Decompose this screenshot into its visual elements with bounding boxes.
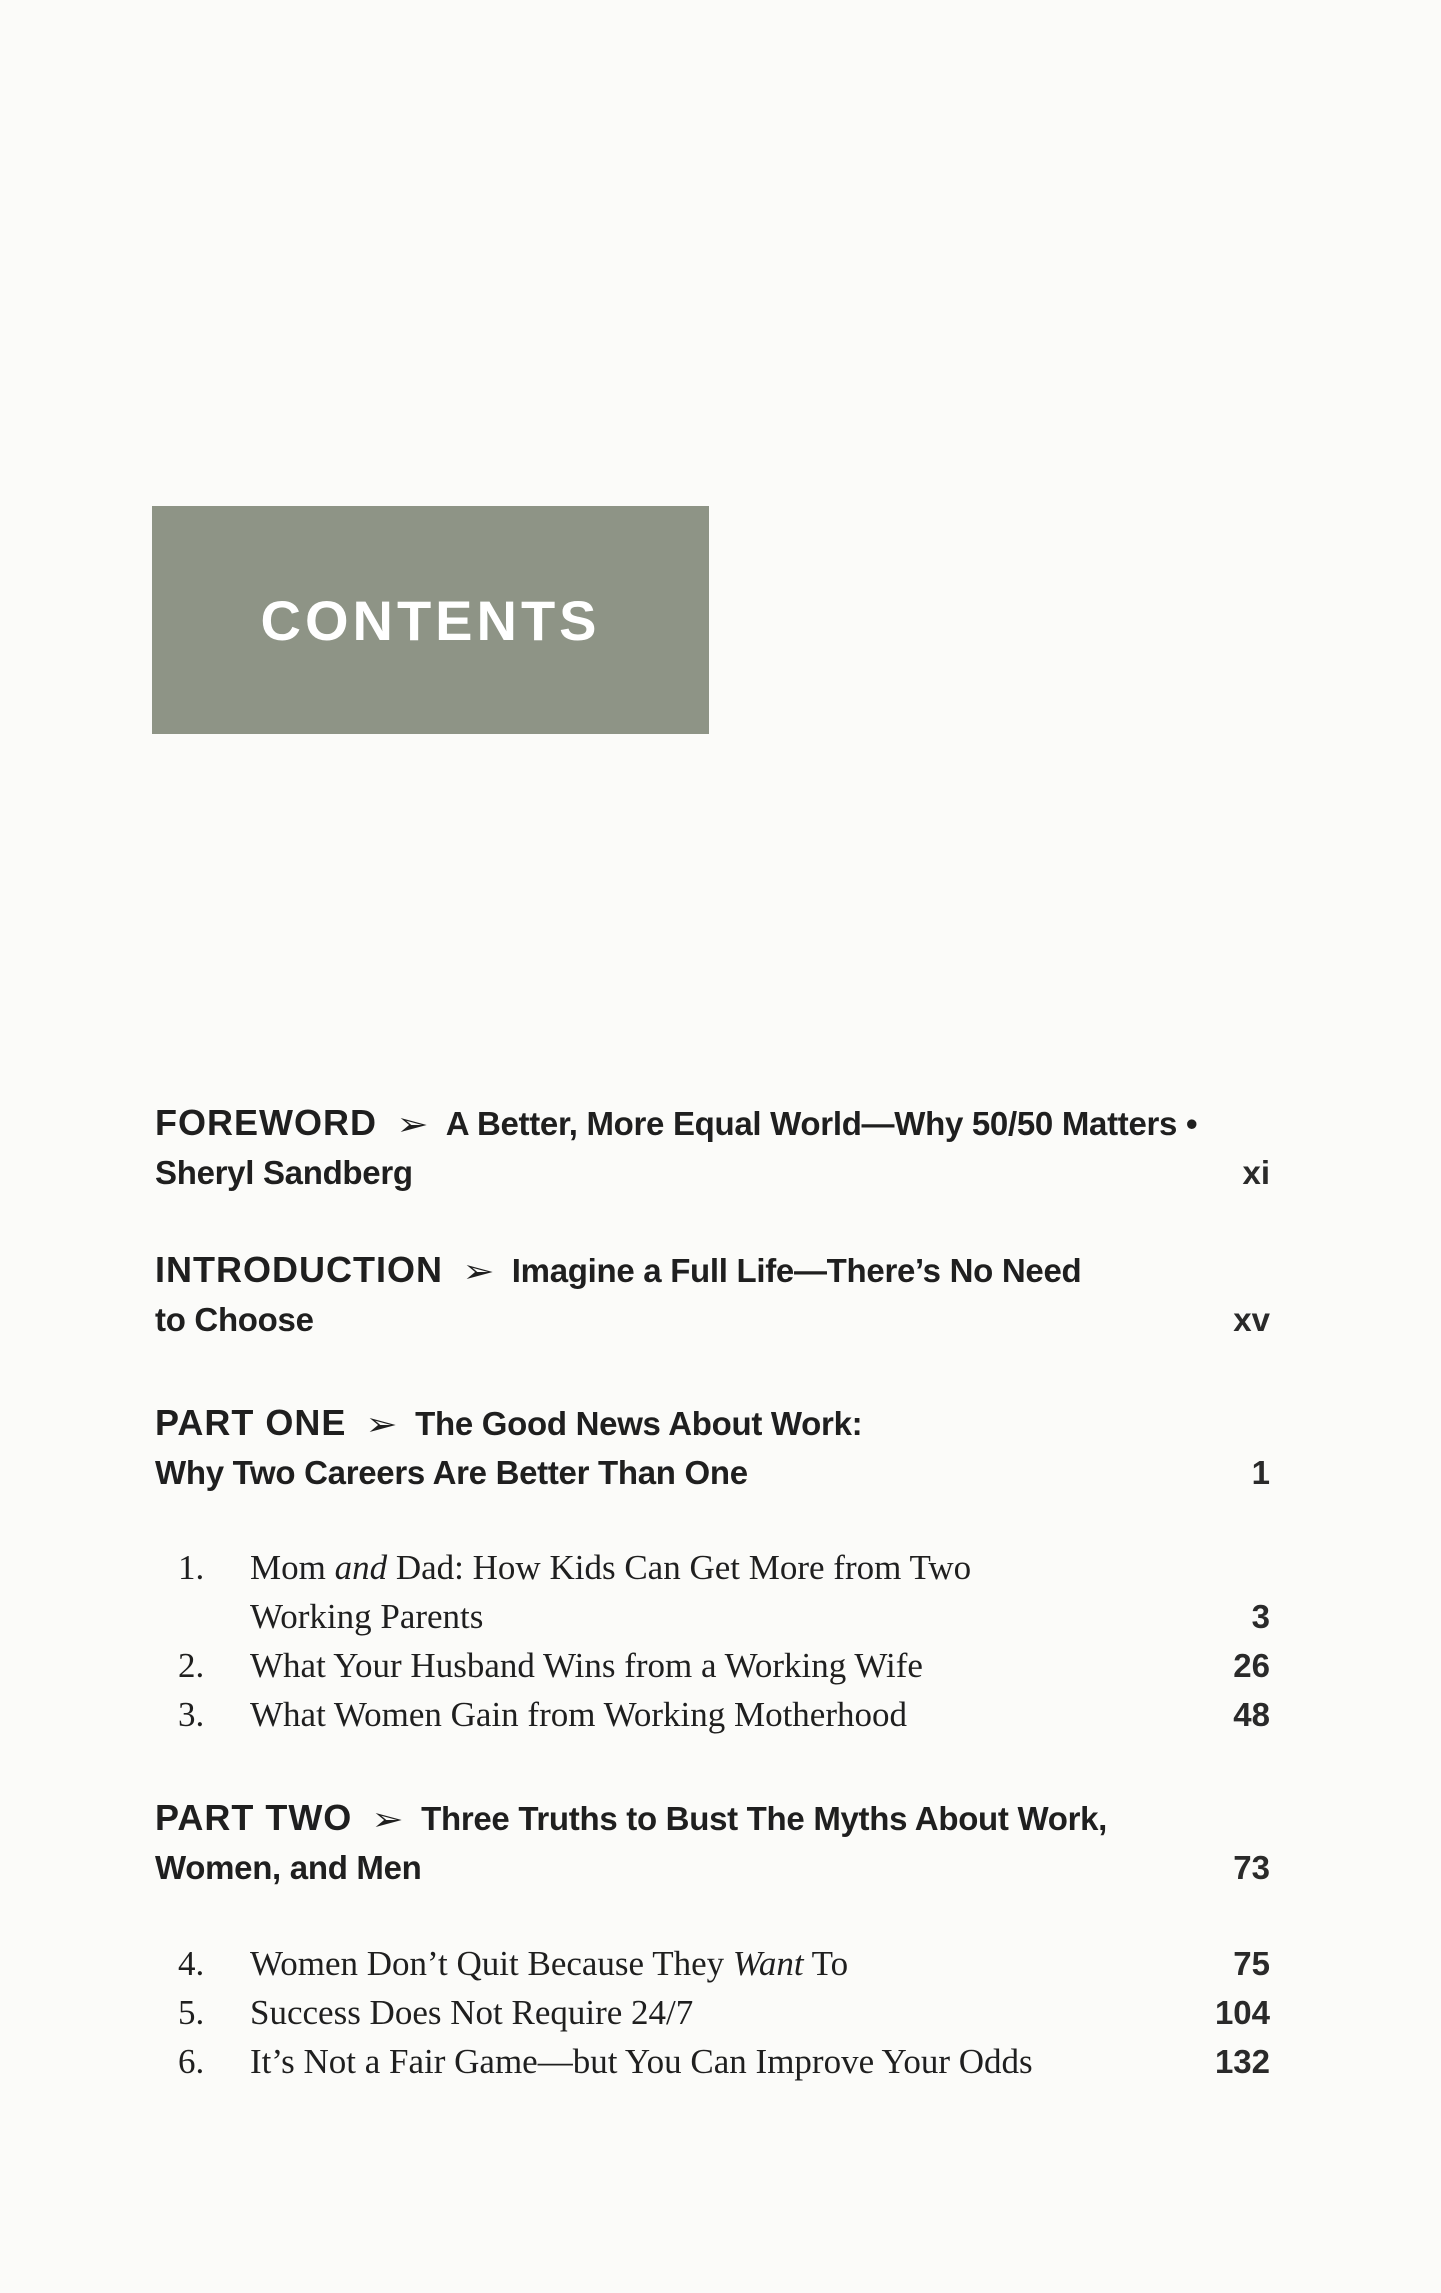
- entry-label: PART TWO: [155, 1797, 353, 1838]
- page-number: 132: [1214, 2043, 1270, 2080]
- entry-title: Imagine a Full Life—There’s No Need: [511, 1252, 1082, 1289]
- chapter-number: 1.: [178, 1548, 205, 1587]
- chapter-title: Mom and Dad: How Kids Can Get More from Two: [250, 1548, 972, 1587]
- page-number: 73: [1233, 1849, 1270, 1886]
- chapter-number: 5.: [178, 1993, 205, 2032]
- chapter-title: Success Does Not Require 24/7: [250, 1993, 694, 2032]
- chapter-item[interactable]: [178, 1939, 1270, 1988]
- chapter-item[interactable]: [178, 2037, 1270, 2086]
- page-number: xi: [1242, 1154, 1270, 1191]
- chapter-title-continued: Working Parents: [250, 1597, 484, 1636]
- chapter-number: 3.: [178, 1695, 205, 1734]
- toc-entry-introduction[interactable]: [155, 1245, 1270, 1345]
- page-title: CONTENTS: [260, 588, 601, 652]
- chapter-number: 2.: [178, 1646, 205, 1685]
- contents-header-box: [152, 506, 709, 734]
- chapter-title: Women Don’t Quit Because They Want To: [250, 1944, 849, 1983]
- entry-title: Three Truths to Bust The Myths About Work,: [421, 1800, 1108, 1837]
- page-number: 26: [1233, 1647, 1270, 1684]
- page-number: xv: [1233, 1301, 1270, 1338]
- chapter-title: It’s Not a Fair Game—but You Can Improve Your Odds: [250, 2042, 1033, 2081]
- page-number: 3: [1251, 1598, 1270, 1635]
- arrow-icon: ➢: [396, 1105, 429, 1143]
- entry-label: INTRODUCTION: [155, 1249, 443, 1290]
- page-number: 1: [1251, 1454, 1270, 1491]
- toc-entry-part-one[interactable]: [155, 1398, 1270, 1498]
- chapter-item-continued[interactable]: [178, 1592, 1270, 1641]
- toc-entry-foreword[interactable]: [155, 1098, 1270, 1198]
- entry-title: The Good News About Work:: [415, 1405, 863, 1442]
- chapter-number: 4.: [178, 1944, 205, 1983]
- chapter-number: 6.: [178, 2042, 205, 2081]
- toc-entry-part-two[interactable]: [155, 1793, 1270, 1893]
- arrow-icon: ➢: [365, 1405, 398, 1443]
- page-number: 104: [1214, 1994, 1270, 2031]
- entry-label: PART ONE: [155, 1402, 347, 1443]
- chapter-item[interactable]: [178, 1988, 1270, 2037]
- chapter-item[interactable]: [178, 1641, 1270, 1690]
- entry-title-continued: to Choose: [155, 1301, 314, 1338]
- entry-title-continued: Why Two Careers Are Better Than One: [155, 1454, 748, 1491]
- chapter-item[interactable]: [178, 1543, 1270, 1592]
- chapter-item[interactable]: [178, 1690, 1270, 1739]
- chapter-title: What Your Husband Wins from a Working Wife: [250, 1646, 923, 1685]
- page-number: 48: [1233, 1696, 1270, 1733]
- chapter-title: What Women Gain from Working Motherhood: [250, 1695, 907, 1734]
- entry-title-continued: Women, and Men: [155, 1849, 422, 1886]
- entry-title: A Better, More Equal World—Why 50/50 Matters •: [445, 1105, 1198, 1142]
- entry-label: FOREWORD: [155, 1102, 377, 1143]
- page-number: 75: [1233, 1945, 1270, 1982]
- entry-title-continued: Sheryl Sandberg: [155, 1154, 413, 1191]
- arrow-icon: ➢: [371, 1800, 404, 1838]
- arrow-icon: ➢: [462, 1252, 495, 1290]
